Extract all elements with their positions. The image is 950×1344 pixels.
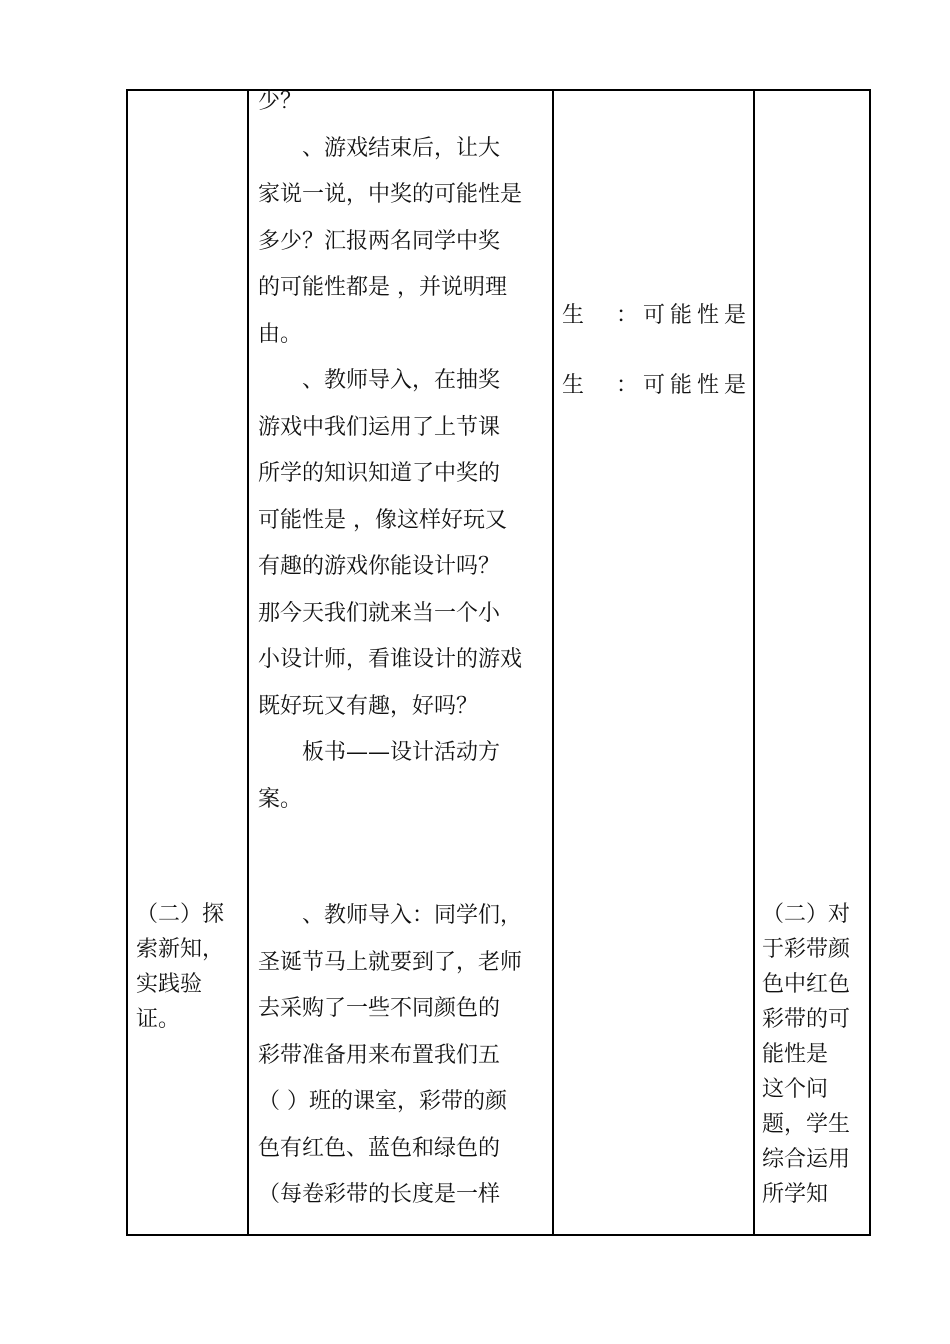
- text-line: 综合运用: [762, 1147, 851, 1172]
- text-line: 板书——设计活动方: [258, 740, 501, 765]
- column-divider-3: [753, 89, 755, 1236]
- table-left-border: [126, 89, 128, 1236]
- text-line: 证。: [136, 1007, 181, 1032]
- text-line: 这个问: [762, 1077, 829, 1102]
- table-right-border: [869, 89, 871, 1236]
- text-line: （二）探: [136, 902, 225, 927]
- table-bottom-border: [126, 1234, 871, 1236]
- text-line: 的可能性都是 ，并说明理: [258, 275, 507, 300]
- text-line: （ ）班的课室，彩带的颜: [258, 1089, 507, 1114]
- text-line: 那今天我们就来当一个小: [258, 600, 501, 626]
- text-line: 所学的知识知道了中奖的: [258, 461, 501, 486]
- text-line: 、游戏结束后，让大: [258, 135, 501, 161]
- text-line: 索新知，: [136, 937, 225, 962]
- text-line: 、教师导入：同学们，: [258, 903, 523, 928]
- text-line: 由。: [258, 321, 303, 347]
- lesson-table: [126, 89, 871, 1236]
- column-divider-2: [552, 89, 554, 1236]
- text-line: 色有红色、蓝色和绿色的: [258, 1135, 501, 1161]
- text-line: 能性是: [762, 1042, 829, 1067]
- teacher-activity-bottom: [258, 893, 548, 1219]
- text-line: 去采购了一些不同颜色的: [258, 996, 501, 1021]
- text-line: 实践验: [136, 972, 203, 997]
- text-line: 少？: [258, 89, 303, 114]
- text-line: （二）对: [762, 902, 851, 927]
- text-line: 游戏中我们运用了上节课: [258, 414, 501, 440]
- text-line: 、教师导入，在抽奖: [258, 368, 501, 393]
- design-intent: [762, 897, 867, 1212]
- text-line: 于彩带颜: [762, 937, 851, 962]
- text-line: 题，学生: [762, 1112, 851, 1137]
- text-line: 家说一说，中奖的可能性是: [258, 182, 523, 207]
- text-line: 色中红色: [762, 972, 851, 997]
- text-line: 彩带的可: [762, 1007, 851, 1032]
- text-line: 彩带准备用来布置我们五: [258, 1042, 501, 1068]
- text-line: 小设计师，看谁设计的游戏: [258, 647, 523, 672]
- text-line: 多少？汇报两名同学中奖: [258, 228, 501, 254]
- text-line: 既好玩又有趣，好吗？: [258, 693, 479, 719]
- text-line: 案。: [258, 786, 303, 812]
- text-line: 有趣的游戏你能设计吗？: [258, 554, 501, 579]
- text-line: 所学知: [762, 1182, 829, 1207]
- text-line: 生 ：可能性是: [562, 303, 752, 328]
- teacher-activity-top: [258, 79, 548, 823]
- text-line: 生 ：可能性是: [562, 373, 752, 398]
- text-line: 圣诞节马上就要到了，老师: [258, 949, 523, 975]
- student-activity: [562, 281, 752, 421]
- text-line: 可能性是 ，像这样好玩又: [258, 507, 507, 533]
- text-line: （每卷彩带的长度是一样: [258, 1182, 501, 1207]
- process-stage: [136, 897, 246, 1037]
- column-divider-1: [247, 89, 249, 1236]
